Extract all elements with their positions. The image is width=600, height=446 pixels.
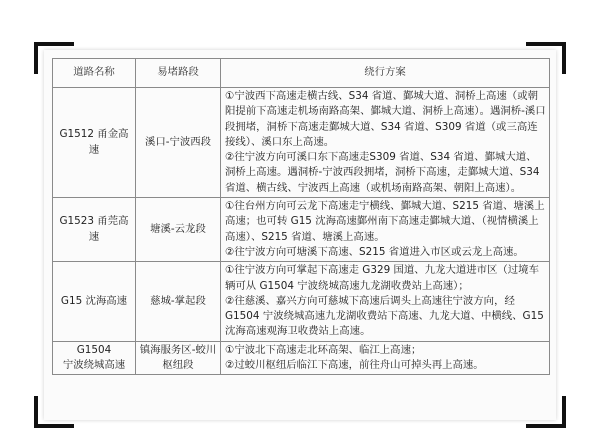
segment-cell: 镇海服务区-蛟川枢纽段 bbox=[136, 341, 221, 375]
plan-cell bbox=[221, 341, 550, 375]
plan-item: ②往宁波方向可溪口东下高速走S309 省道、S34 省道、鄞城大道、洞桥上高速。遇洞桥-宁波西段拥堵，洞桥下高速，走鄞城大道、S34 省道、横古线、宁波西上高速（或机场南路高架、朝阳上高速）。 bbox=[225, 151, 540, 194]
plan-item: ②往宁波方向可塘溪下高速、S215 省道进入市区或云龙上高速。 bbox=[225, 245, 524, 258]
table-row bbox=[53, 198, 550, 262]
road-name-cell: G1523 甬莞高速 bbox=[53, 198, 136, 262]
header-road-name: 道路名称 bbox=[53, 59, 136, 88]
segment-cell: 塘溪-云龙段 bbox=[136, 198, 221, 262]
road-name-cell: G1512 甬金高速 bbox=[53, 88, 136, 198]
road-name-cell: G1504 宁波绕城高速 bbox=[53, 341, 136, 375]
header-detour-plan: 绕行方案 bbox=[221, 59, 550, 88]
plan-item: ①宁波西下高速走横古线、S34 省道、鄞城大道、洞桥上高速（或朝阳提前下高速走机场南路高架、鄞城大道、洞桥上高速）。遇洞桥-溪口段拥堵，洞桥下高速走鄞城大道、S34 省道、S309 省道（或三高连接线）、溪口东上高速。 bbox=[225, 90, 546, 148]
table-header-row bbox=[53, 59, 550, 88]
plan-cell bbox=[221, 88, 550, 198]
plan-item: ②往慈溪、嘉兴方向可慈城下高速后调头上高速往宁波方向，经G1504 宁波绕城高速九龙湖收费站下高速、九龙大道、中横线、G15 沈海高速观海卫收费站上高速。 bbox=[225, 294, 544, 338]
detour-table bbox=[52, 58, 550, 375]
header-congested-segment: 易堵路段 bbox=[136, 59, 221, 88]
table-row bbox=[53, 262, 550, 341]
plan-item: ①往宁波方向可掌起下高速走 G329 国道、九龙大道进市区（过境车辆可从 G1504 宁波绕城高速九龙湖收费站上高速）； bbox=[225, 264, 539, 292]
segment-cell: 溪口-宁波西段 bbox=[136, 88, 221, 198]
plan-item: ①往台州方向可云龙下高速走宁横线、鄞城大道、S215 省道、塘溪上高速；也可转 G15 沈海高速鄞州南下高速走鄞城大道、（视情横溪上高速）、S215 省道、塘溪上高速。 bbox=[225, 200, 545, 243]
plan-cell bbox=[221, 198, 550, 262]
road-name-cell: G15 沈海高速 bbox=[53, 262, 136, 341]
plan-item: ①宁波北下高速走北环高架、临江上高速； bbox=[225, 343, 422, 356]
segment-cell: 慈城-掌起段 bbox=[136, 262, 221, 341]
table-row bbox=[53, 341, 550, 375]
plan-cell bbox=[221, 262, 550, 341]
plan-item: ②过蛟川枢纽后临江下高速，前往舟山可掉头再上高速。 bbox=[225, 359, 484, 372]
table-row bbox=[53, 88, 550, 198]
